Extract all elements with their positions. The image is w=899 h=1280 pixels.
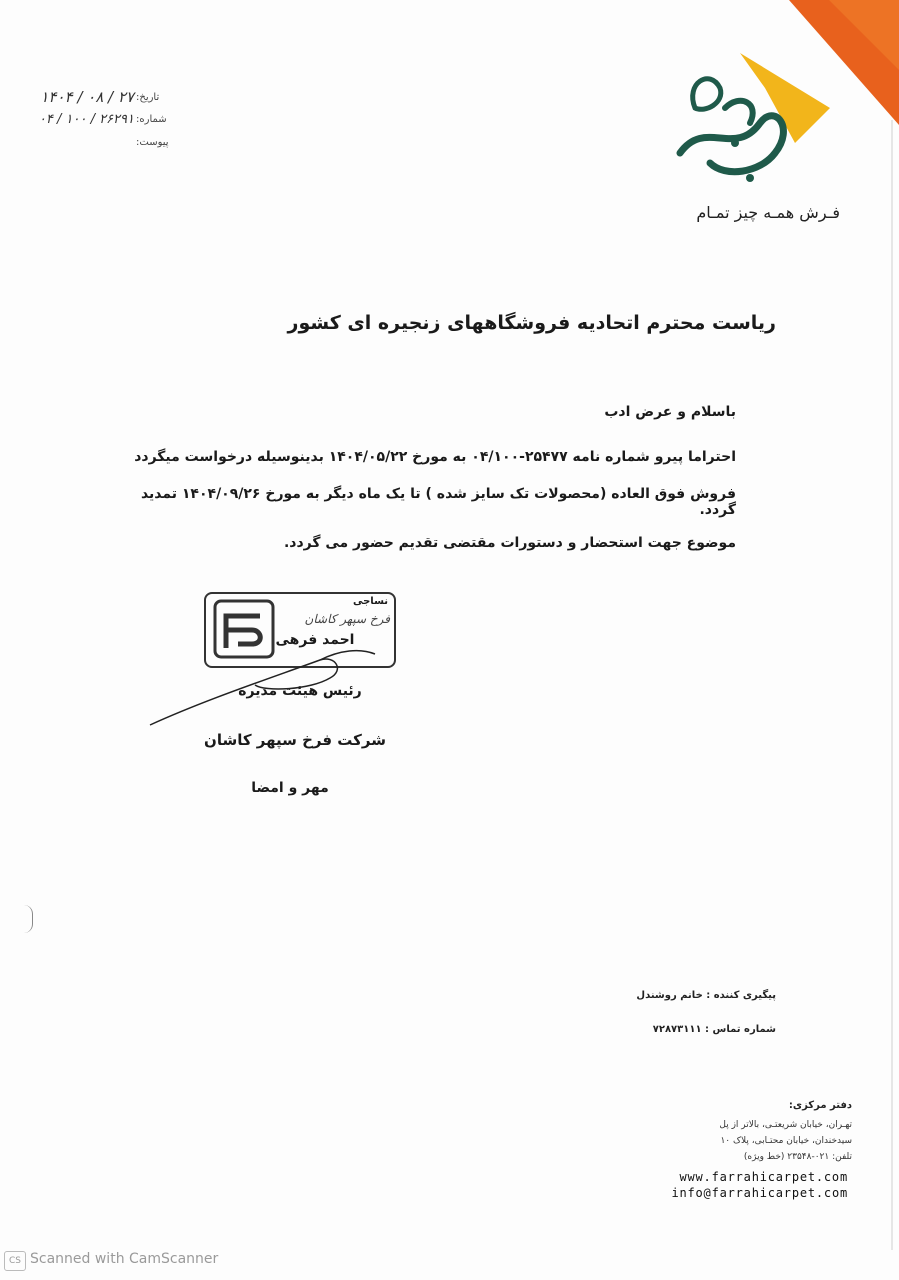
date-label: تاریخ: xyxy=(136,92,160,103)
followup-handler: پیگیری کننده : خانم روشندل xyxy=(636,990,776,1001)
signatory-company: شرکت فرخ سپهر کاشان xyxy=(204,731,386,749)
company-email: info@farrahicarpet.com xyxy=(671,1186,848,1200)
margin-mark xyxy=(24,905,33,933)
page-edge-shadow xyxy=(891,120,893,1250)
office-address-line-1: تهـران، خیابان شریعتـی، بالاتر از پل xyxy=(719,1120,852,1130)
signatory-name: احمد فرهی xyxy=(275,632,355,648)
number-value: ۰۴ / ۱۰۰ / ۲۶۲۹۱ xyxy=(38,112,134,127)
company-website: www.farrahicarpet.com xyxy=(679,1170,848,1184)
stamp-top-text: نساجی xyxy=(352,596,388,607)
company-logo xyxy=(665,48,835,198)
recipient-heading: ریاست محترم اتحادیه فروشگاههای زنجیره ای کشور xyxy=(287,312,776,334)
office-phone: تلفن: ۰۲۱-۲۳۵۴۸ (خط ویژه) xyxy=(743,1152,852,1162)
number-label: شماره: xyxy=(136,114,167,125)
signatory-title: رئیس هیئت مدیره xyxy=(238,683,362,699)
seal-and-signature-label: مهر و امضا xyxy=(251,780,329,796)
camscanner-watermark xyxy=(4,1251,218,1271)
date-value: ۱۴۰۴ / ۰۸ / ۲۷ xyxy=(40,88,134,106)
closing-sentence: موضوع جهت استحضار و دستورات مقتضی تقدیم حضور می گردد. xyxy=(283,535,736,551)
office-label: دفتر مرکزی: xyxy=(788,1100,852,1111)
stamp-company-text: فرخ سپهر کاشان xyxy=(304,612,390,626)
body-line-1: احتراما پیرو شماره نامه ۲۵۴۷۷-۰۴/۱۰۰ به مورخ ۱۴۰۴/۰۵/۲۲ بدینوسیله درخواست میگردد xyxy=(134,449,736,465)
office-address-line-2: سیدخندان، خیابان محتـابی، پلاک ۱۰ xyxy=(720,1136,852,1146)
camscanner-logo-icon: CS xyxy=(4,1251,26,1271)
greeting: باسلام و عرض ادب xyxy=(604,404,736,420)
attachment-label: پیوست: xyxy=(136,137,169,148)
camscanner-text: Scanned with CamScanner xyxy=(30,1251,219,1267)
company-tagline: فـرش همـه چیز تمـام xyxy=(696,203,840,222)
followup-contact: شماره تماس : ۷۲۸۷۳۱۱۱ xyxy=(652,1024,776,1035)
body-line-2: فروش فوق العاده (محصولات تک سایز شده ) تا یک ماه دیگر به مورخ ۱۴۰۴/۰۹/۲۶ تمدید گردد. xyxy=(140,486,736,518)
